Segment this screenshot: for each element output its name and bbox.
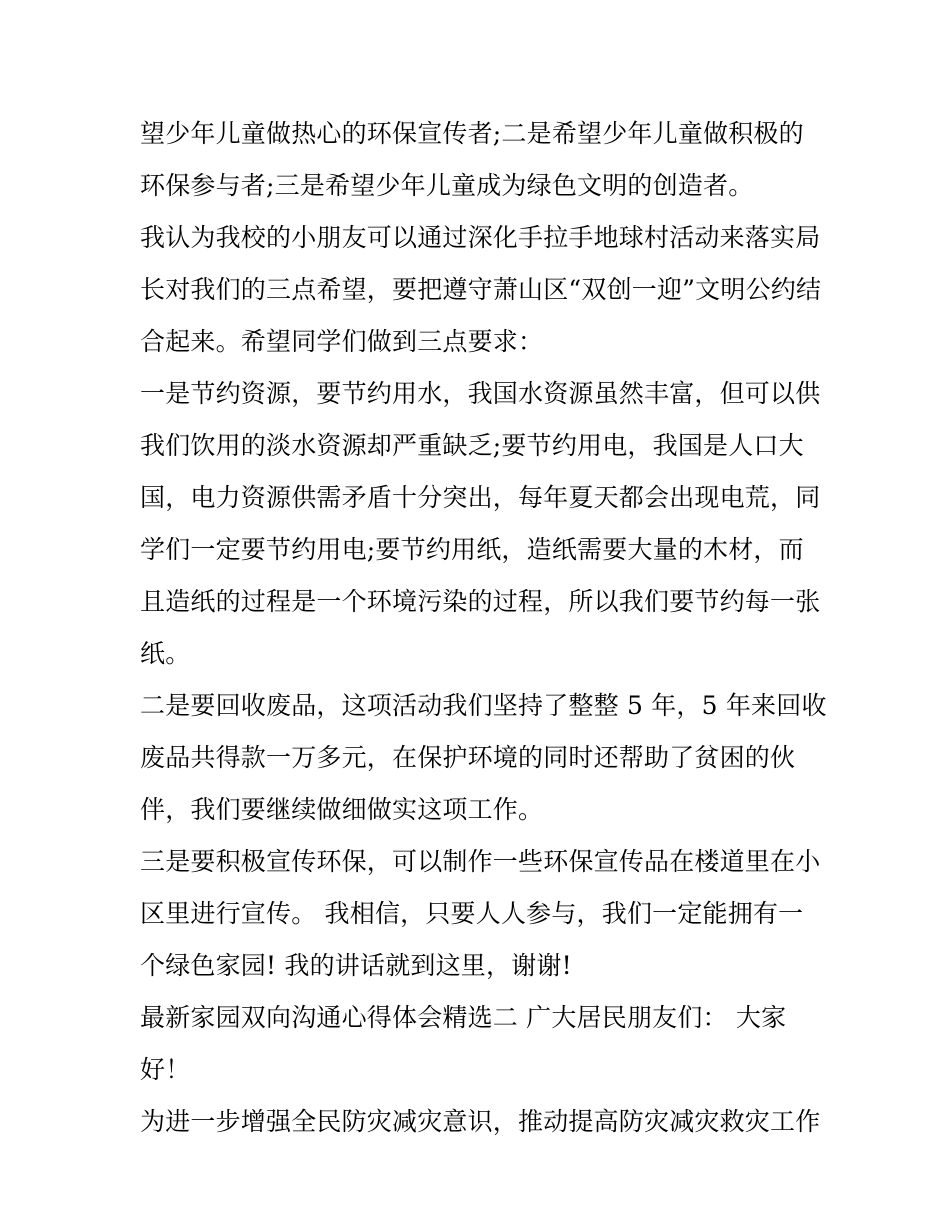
text-line: 我们饮用的淡水资源却严重缺乏;要节约用电，我国是人口大 [140, 431, 804, 460]
text-line: 好！ [140, 1055, 191, 1084]
text-line: 伴，我们要继续做细做实这项工作。 [140, 795, 544, 824]
text-line: 环保参与者;三是希望少年儿童成为绿色文明的创造者。 [140, 171, 754, 200]
text-line: 纸。 [140, 639, 191, 668]
text-line: 学们一定要节约用电;要节约用纸，造纸需要大量的木材，而 [140, 535, 804, 564]
text-line: 一是节约资源，要节约用水，我国水资源虽然丰富，但可以供 [140, 379, 821, 408]
text-line: 合起来。希望同学们做到三点要求： [140, 327, 544, 356]
text-line: 废品共得款一万多元，在保护环境的同时还帮助了贫困的伙 [140, 743, 796, 772]
text-line: 且造纸的过程是一个环境污染的过程，所以我们要节约每一张 [140, 587, 821, 616]
text-line: 最新家园双向沟通心得体会精选二 广大居民朋友们： 大家 [140, 1003, 787, 1032]
text-line: 国，电力资源供需矛盾十分突出，每年夏天都会出现电荒，同 [140, 483, 821, 512]
text-line: 望少年儿童做热心的环保宣传者;二是希望少年儿童做积极的 [140, 119, 804, 148]
text-line: 长对我们的三点希望，要把遵守萧山区“双创一迎”文明公约结 [140, 275, 822, 304]
text-line: 二是要回收废品，这项活动我们坚持了整整 5 年，5 年来回收 [140, 691, 827, 720]
text-line: 三是要积极宣传环保，可以制作一些环保宣传品在楼道里在小 [140, 847, 821, 876]
text-line: 区里进行宣传。 我相信，只要人人参与，我们一定能拥有一 [140, 899, 804, 928]
text-line: 为进一步增强全民防灾减灾意识，推动提高防灾减灾救灾工作 [140, 1107, 821, 1136]
document-body [140, 108, 827, 1148]
text-line: 我认为我校的小朋友可以通过深化手拉手地球村活动来落实局 [140, 223, 821, 252]
text-line: 个绿色家园! 我的讲话就到这里，谢谢! [140, 951, 572, 980]
